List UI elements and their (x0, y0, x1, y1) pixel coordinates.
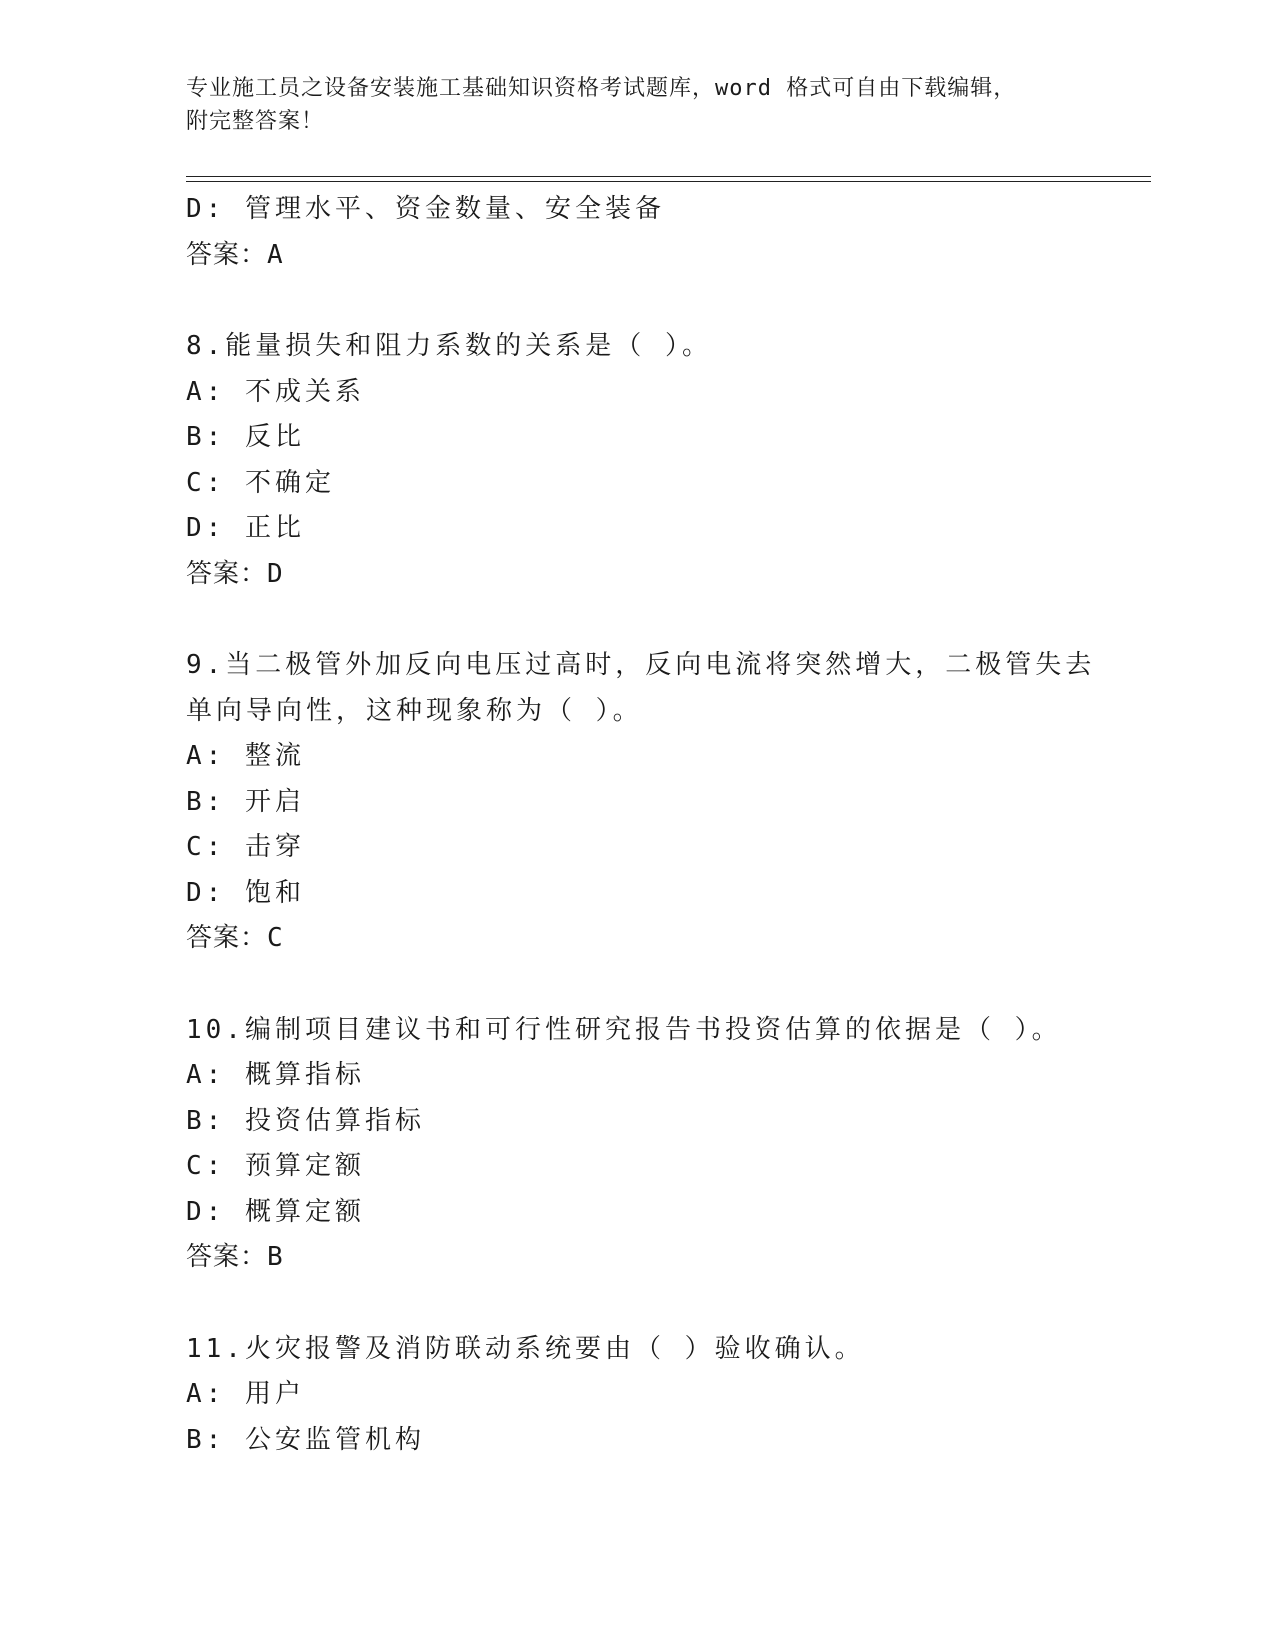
option-a: A: 用户 (186, 1379, 305, 1409)
header-divider-bottom (186, 181, 1151, 182)
question-list (186, 187, 1096, 1463)
answer-line: 答案：B (186, 1242, 284, 1272)
spacer (186, 1281, 1086, 1327)
option-d: D: 管理水平、资金数量、安全装备 (186, 194, 665, 224)
option-b: B: 投资估算指标 (186, 1105, 425, 1136)
option-a: A: 不成关系 (186, 376, 365, 407)
header-divider-top (186, 176, 1151, 177)
question-title: 10.编制项目建议书和可行性研究报告书投资估算的依据是（ ）。 (186, 1014, 1062, 1045)
spacer (186, 278, 1086, 324)
spacer (186, 962, 1086, 1008)
question-title: 11.火灾报警及消防联动系统要由（ ）验收确认。 (186, 1333, 865, 1364)
document-header (186, 72, 1146, 138)
option-b: B: 反比 (186, 422, 305, 452)
option-a: A: 整流 (186, 741, 305, 771)
spacer (186, 597, 1086, 643)
header-line-2: 附完整答案！ (186, 109, 325, 134)
option-b: B: 开启 (186, 786, 305, 817)
answer-line: 答案：D (186, 558, 284, 589)
header-line-1: 专业施工员之设备安装施工基础知识资格考试题库，word 格式可自由下载编辑， (186, 76, 1017, 101)
question-title: 8.能量损失和阻力系数的关系是（ ）。 (186, 331, 712, 361)
option-b: B: 公安监管机构 (186, 1424, 425, 1455)
option-c: C: 预算定额 (186, 1151, 365, 1181)
question-title-line-2: 单向导向性，这种现象称为（ ）。 (186, 695, 643, 726)
option-d: D: 概算定额 (186, 1196, 365, 1227)
option-c: C: 不确定 (186, 467, 335, 498)
option-c: C: 击穿 (186, 832, 305, 862)
option-a: A: 概算指标 (186, 1060, 365, 1090)
answer-line: 答案：A (186, 239, 284, 270)
answer-line: 答案：C (186, 923, 284, 953)
option-d: D: 饱和 (186, 877, 305, 908)
question-title-line-1: 9.当二极管外加反向电压过高时，反向电流将突然增大，二极管失去 (186, 650, 1096, 680)
option-d: D: 正比 (186, 513, 305, 543)
